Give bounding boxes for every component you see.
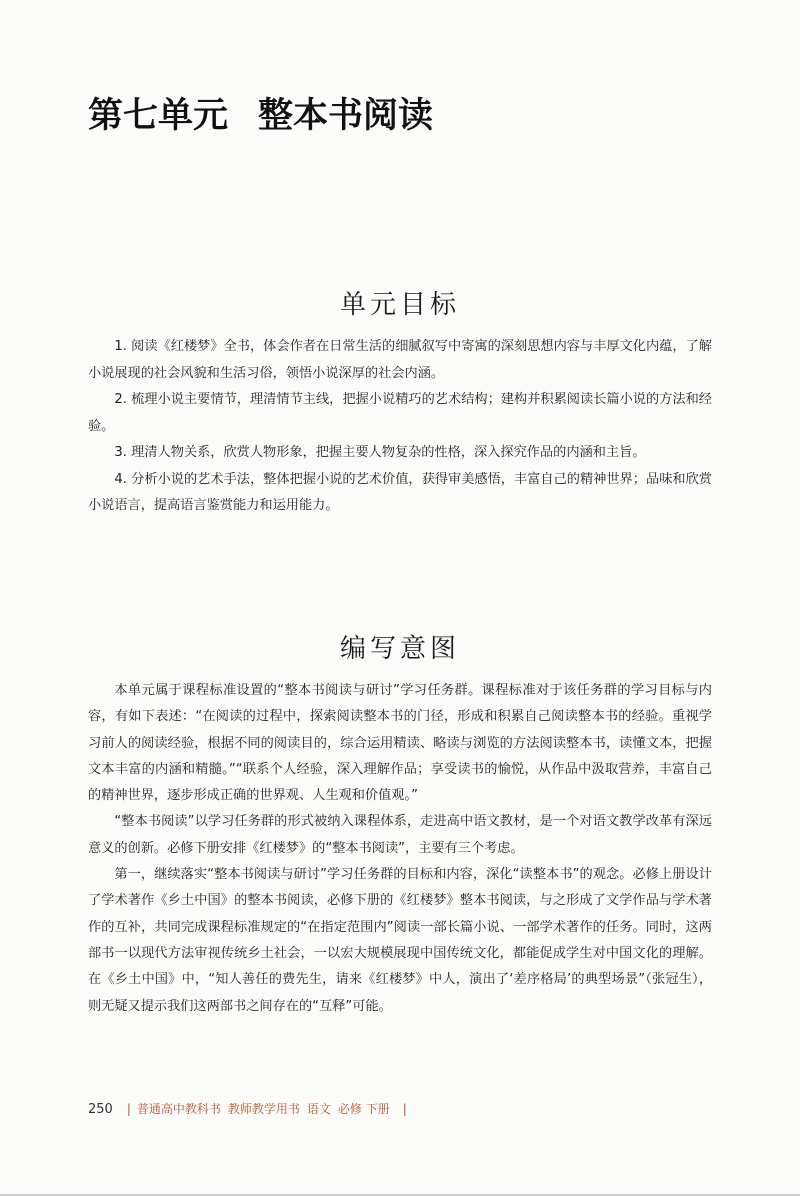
footer-subject: 语文 <box>306 1102 331 1116</box>
goals-list <box>88 334 712 520</box>
page-footer <box>88 1100 413 1117</box>
unit-name: 整本书阅读 <box>258 96 434 136</box>
intent-heading: 编写意图 <box>339 634 460 664</box>
goal-item: 4. 分析小说的艺术手法，整体把握小说的艺术价值，获得审美感悟，丰富自己的精神世界；品味和欣赏小说语言，提高语言鉴赏能力和运用能力。 <box>88 471 712 513</box>
goal-item: 2. 梳理小说主要情节，理清情节主线，把握小说精巧的艺术结构；建构并积累阅读长篇小说的方法和经验。 <box>88 392 712 434</box>
goal-item: 3. 理清人物关系，欣赏人物形象，把握主要人物复杂的性格，深入探究作品的内涵和主旨。 <box>114 445 646 460</box>
footer-book-series: 普通高中教科书 <box>136 1102 221 1116</box>
intent-body <box>88 678 712 1020</box>
footer-divider: | <box>402 1102 407 1116</box>
footer-divider: | <box>126 1102 131 1116</box>
page-number: 250 <box>88 1102 113 1117</box>
goals-heading: 单元目标 <box>339 290 460 320</box>
intent-paragraph: “整本书阅读”以学习任务群的形式被纳入课程体系，走进高中语文教材，是一个对语文教学改革有深远意义的创新。必修下册安排《红楼梦》的“整本书阅读”，主要有三个考虑。 <box>88 814 712 856</box>
footer-book-type: 教师教学用书 <box>227 1102 300 1116</box>
goal-item: 1. 阅读《红楼梦》全书，体会作者在日常生活的细腻叙写中寄寓的深刻思想内容与丰厚文化内蕴，了解小说展现的社会风貌和生活习俗，领悟小说深厚的社会内涵。 <box>88 339 712 381</box>
footer-volume: 必修 下册 <box>337 1102 390 1116</box>
intent-paragraph: 本单元属于课程标准设置的“整本书阅读与研讨”学习任务群。课程标准对于该任务群的学习目标与内容，有如下表述：“在阅读的过程中，探索阅读整本书的门径，形成和积累自己阅读整本书的经验。重视学习前人的阅读经验，根据不同的阅读目的，综合运用精读、略读与浏览的方法阅读整本书，读懂文本，把握文本丰富的内涵和精髓。”“联系个人经验，深入理解作品；享受读书的愉悦，从作品中汲取营养，丰富自己的精神世界，逐步形成正确的世界观、人生观和价值观。” <box>88 683 712 804</box>
intent-paragraph: 第一，继续落实“整本书阅读与研讨”学习任务群的目标和内容，深化“读整本书”的观念。必修上册设计了学术著作《乡土中国》的整本书阅读，必修下册的《红楼梦》整本书阅读，与之形成了文学作品与学术著作的互补，共同完成课程标准规定的“在指定范围内”阅读一部长篇小说、一部学术著作的任务。同时，这两部书一以现代方法审视传统乡土社会，一以宏大规模展现中国传统文化，都能促成学生对中国文化的理解。在《乡土中国》中，“知人善任的费先生，请来《红楼梦》中人，演出了‘差序格局’的典型场景”（张冠生），则无疑又提示我们这两部书之间存在的“互释”可能。 <box>88 867 712 1014</box>
unit-number: 第七单元 <box>88 96 229 136</box>
unit-title <box>88 88 433 138</box>
